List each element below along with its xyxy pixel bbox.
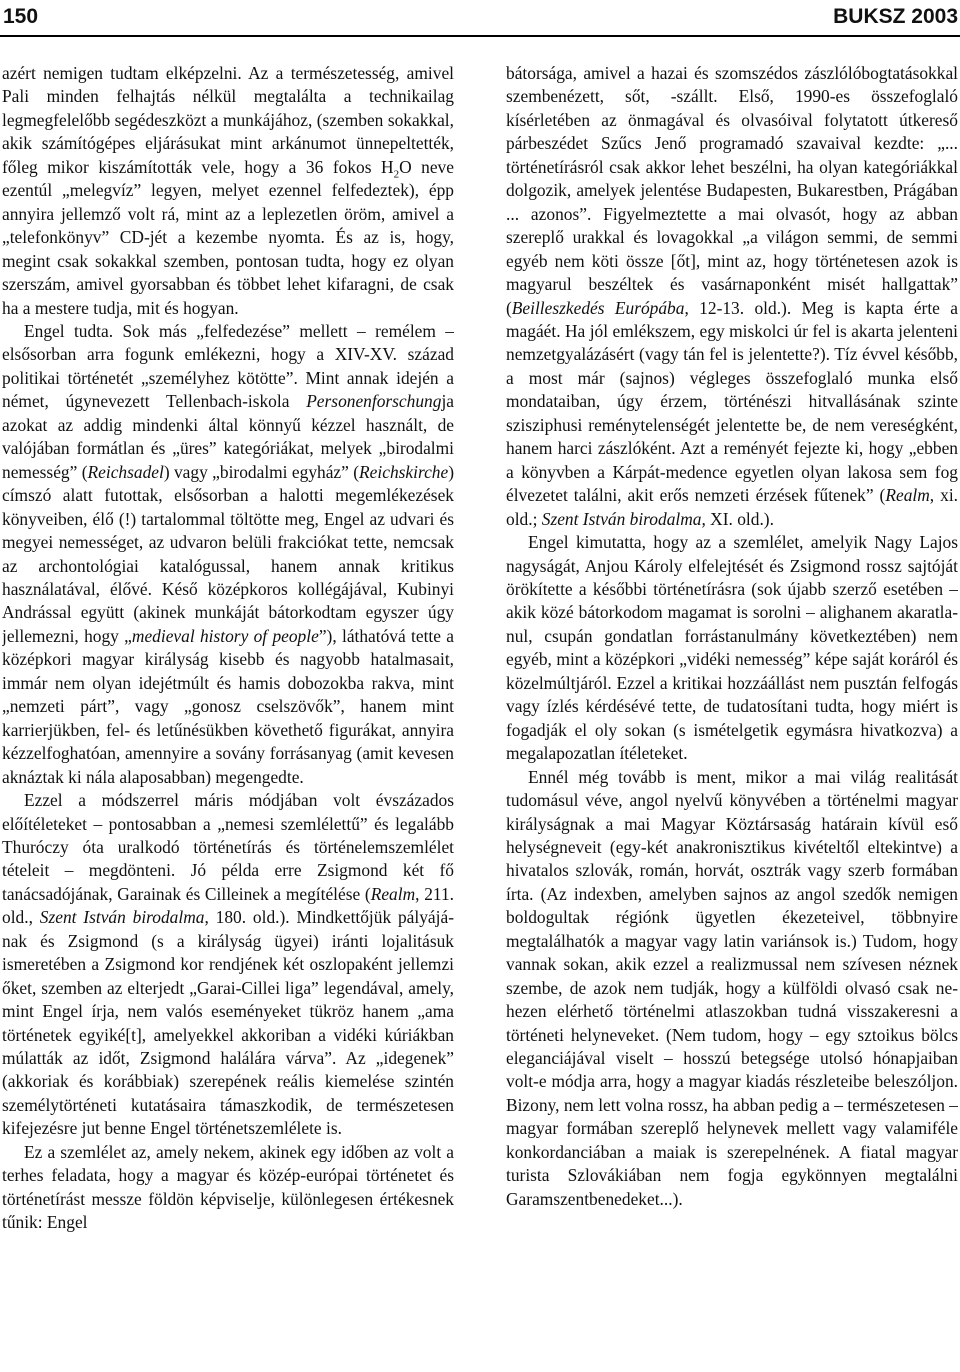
italic-text: Beilleszkedés Európába xyxy=(511,297,685,318)
paragraph xyxy=(2,1141,454,1235)
text-run: XI. old.). xyxy=(705,508,774,529)
text-run: Engel tudta. Sok más „felfedezése” mellett – remélem – elsősorban arra fogunk emlékezni, hogy a XIV-XV. század politikai történetét „személyhez kötötte”. Mint annak idején a német, úgynevezett Tellenbach-iskola xyxy=(2,320,454,412)
text-run: , 12-13. old.). Meg is kapta érte a magáét. Ha jól emlékszem, egy miskolci úr fel is akarta jelenteni nemzetgyalázásért (vagy tán fel is jelentette?). Tíz évvel később, a most már (sajnos) végleges összefoglaló munka első mondataiban, úgy érzem, történészi hitvallásának szinte szisziphusi reménytelenségét jelentette be, de nem vereségként, hanem harci zászlóként. Azt a reményét fejezte ki, hogy „ebben a könyvben a Kárpát-medence egyetlen olyan lakosa sem fog élvezetet találni, akit erős nemzeti érzések fűtenek” ( xyxy=(506,297,958,506)
running-header xyxy=(0,0,960,36)
right-text-column xyxy=(506,62,958,1368)
text-run: azért nemigen tudtam elképzelni. Az a természetesség, amivel Pali minden felhajtás nélkül megtalálta a technikailag legmegfelelőbb segédeszközt a munkájához, (szemben sokakkal, akik számítógépes eljárásukat mint arkánumot ünnepeltették, főleg mikor kiszámították vele, hogy a 36 fokos H xyxy=(2,63,454,177)
text-run: Engel kimutatta, hogy az a szemlélet, amelyik Nagy Lajos nagyságát, Anjou Károly elfelejtését és Zsigmond rossz sajtóját örökítette a későbbi történetírásra (sok újabb szerző esetében – akik közé bátorkodom magamat is sorolni – alighanem akaratlanul, csupán gondatlan forrástanulmány következtében) nem egyéb, mint a középkori „vidéki nemesség” képe saját koráról és közelmúltjáról. Ezzel a kritikai hozzáállást nem pusztán felfogás vagy ízlés kérdésévé tette, de tudatosítani tudta, hogy miért is fogadják el oly sokan (s ismételgetik egymásra hivatkozva) a megalapozatlan ítéleteket. xyxy=(506,532,958,764)
text-run: ja azokat az addig mindenki által könnyű kézzel használt, de valójában formátlan és „üres” kategóriákat, melyek „birodalmi nemesség” ( xyxy=(2,391,454,482)
text-run: ”), láthatóvá tette a középkori magyar királyság kisebb és nagyobb hatalmasait, immár nem olyan idejétmúlt és hamis dobozokba rakva, mint „nemzeti párt”, vagy „gonosz cselszövők”, hanem mint karrierjükben, fel- és letűnésükben követhető figurákat, annyira kézzelfoghatóan, amennyire a sovány forrásanyag (amit kevesen aknáztak ki nála alaposabban) megengedte. xyxy=(2,625,454,787)
text-run: bátorsága, amivel a hazai és szomszédos zászlólóbogtatásokkal szembenézett, sőt, -szállt. Első, 1990-es összefoglaló kísérletében az önmagával és olvasóival folytatott útkereső párbeszédet Szűcs Jenő programadó szavaival kezdte: „... történetírásról csak akkor lehet beszélni, ha olyan kategóriákkal dolgozik, amelyek jelentése Budapesten, Bukarestben, Prágában ... azonos”. Figyelmeztette a mai olvasót, hogy az abban szereplő urakkal és lovagokkal „a világon semmi, de semmi egyéb nem köti össze [őt], mint az, hogy történetesen azok is magyarul beszéltek és vasárnaponként misét hallgattak” ( xyxy=(506,63,958,318)
text-run: ) címszó alatt futottak, elsősorban a halotti megemlékezések könyveiben, élő (!) tartalommal töltötte meg, Engel az udvari és megyei nemességet, az udvaron belüli frakciókat tette, nemcsak az archontológiai katalógussal, hanem annak kritikus használatával, élővé. Késő középkoros kollégájával, Kubinyi Andrással együtt (akinek munkáját bátorkodtam egyszer úgy jellemezni, hogy „ xyxy=(2,461,454,646)
text-run: Ezzel a módszerrel máris módjában volt évszázados előítéleteket – pontosabban a „nemesi szemlélettű” és legalább Thuróczy óta uralkodó történetírás és történelemszemlélet tételeit – megdönteni. Jó példa erre Zsigmond két fő tanácsadójának, Garainak és Cilleinek a megítélése ( xyxy=(2,790,454,904)
paragraph xyxy=(506,62,958,531)
paragraph xyxy=(506,531,958,766)
italic-text: Realm xyxy=(370,883,416,904)
text-run: O neve ezentúl „melegvíz” legyen, melyet ezennel felfedeztek), épp annyira jellemző volt rá, mint az a leplezetlen öröm, amivel a „telefonkönyv” CD-jét a kezembe nyomta. És az is, hogy, megint csak sokakkal szemben, pontosan tudta, hogy ez olyan szerszám, amivel gyorsabban és többet lehet kifaragni, de csak ha a mestere tudja, mit és hogyan. xyxy=(2,156,454,318)
italic-text: Szent István birodalma xyxy=(39,907,205,928)
italic-text: Reichsadel xyxy=(87,461,164,482)
paragraph xyxy=(506,766,958,1212)
subscript: 2 xyxy=(393,168,400,181)
text-run: ) vagy „birodalmi egyház” ( xyxy=(163,461,360,482)
italic-text: Szent István birodalma, xyxy=(541,508,706,529)
text-run: , xi. old.; xyxy=(506,485,958,529)
journal-title: BUKSZ 2003 xyxy=(833,5,958,28)
text-run: Ennél még tovább is ment, mikor a mai világ realitását tudomásul véve, angol nyelvű könyvében a történelmi magyar királyságnak a mai Magyar Köztársaság határain kívül eső helységneveit (egy-két anakronisztikus kivételtől eltekintve) a hivatalos szlovák, román, horvát, osztrák vagy szerb formában írta. (Az indexben, amelyben sajnos az angol szedők nemigen boldogultak régiónk ügyetlen ékezeteivel, többnyire megtalálhatók a magyar vagy latin variánsok is.) Tudom, hogy vannak sokan, akik ezzel a realizmussal nem szívesen néznek szembe, de azok nem tudják, hogy a külföldi olvasó csak nehezen elérhető történelmi atlaszokban tudná visszakeresni a történeti helyneveket. (Nem tudom, hogy – egy sztoikus bölcs eleganciájával viselt – hosszú betegsége utolsó hónapjaiban volt-e módja arra, hogy a magyar kiadás részleteibe beleszóljon. Bizony, nem lett volna rossz, ha abban pedig a – természetesen – magyar formában szereplő helynevek mellett vagy valamiféle konkordanciában a maiak is szerepelnének. A fiatal magyar turista Szlovákiában nem fogja egykönnyen megtalálni Garamszentbenedeket...). xyxy=(506,766,958,1209)
italic-text: Realm xyxy=(885,485,930,506)
italic-text: medieval history of people xyxy=(131,625,319,646)
italic-text: Personenforschung xyxy=(306,391,442,412)
text-run: , 211. old., xyxy=(2,883,454,928)
page-number: 150 xyxy=(3,5,39,28)
paragraph xyxy=(2,62,454,320)
italic-text: Reichskirche xyxy=(359,461,449,482)
paragraph xyxy=(2,789,454,1141)
paragraph xyxy=(2,320,454,789)
header-rule xyxy=(0,35,960,37)
left-text-column xyxy=(2,62,454,1368)
text-run: Ez a szemlélet az, amely nekem, akinek egy időben az volt a terhes feladata, hogy a magyar és közép-európai történetet és történetírást messze földön képviselje, különlegesen értékesnek tűnik: Engel xyxy=(2,1141,454,1233)
text-run: , 180. old.). Mindkettőjük pályájának és Zsigmond (s a királyság ügyei) iránti lojalitásuk ismeretében a Zsigmond kor rendjének két oszlopaként jellemzi őket, szemben az elterjedt „Garai-Cillei liga” legendával, amely, mint Engel írja, nem valós eseményeket tükröz hanem „ama történetek egyiké[t], amelyekkel akkoriban a vidéki kúriákban múlatták az időt, Zsigmond halálára várva”. Az „idegenek” (akkoriak és korábbiak) szerepének reális kiemelése szintén személytörténeti kutatásaira támaszkodik, de természetesen kifejezésre jut benne Engel történetszemlélete is. xyxy=(2,907,454,1139)
